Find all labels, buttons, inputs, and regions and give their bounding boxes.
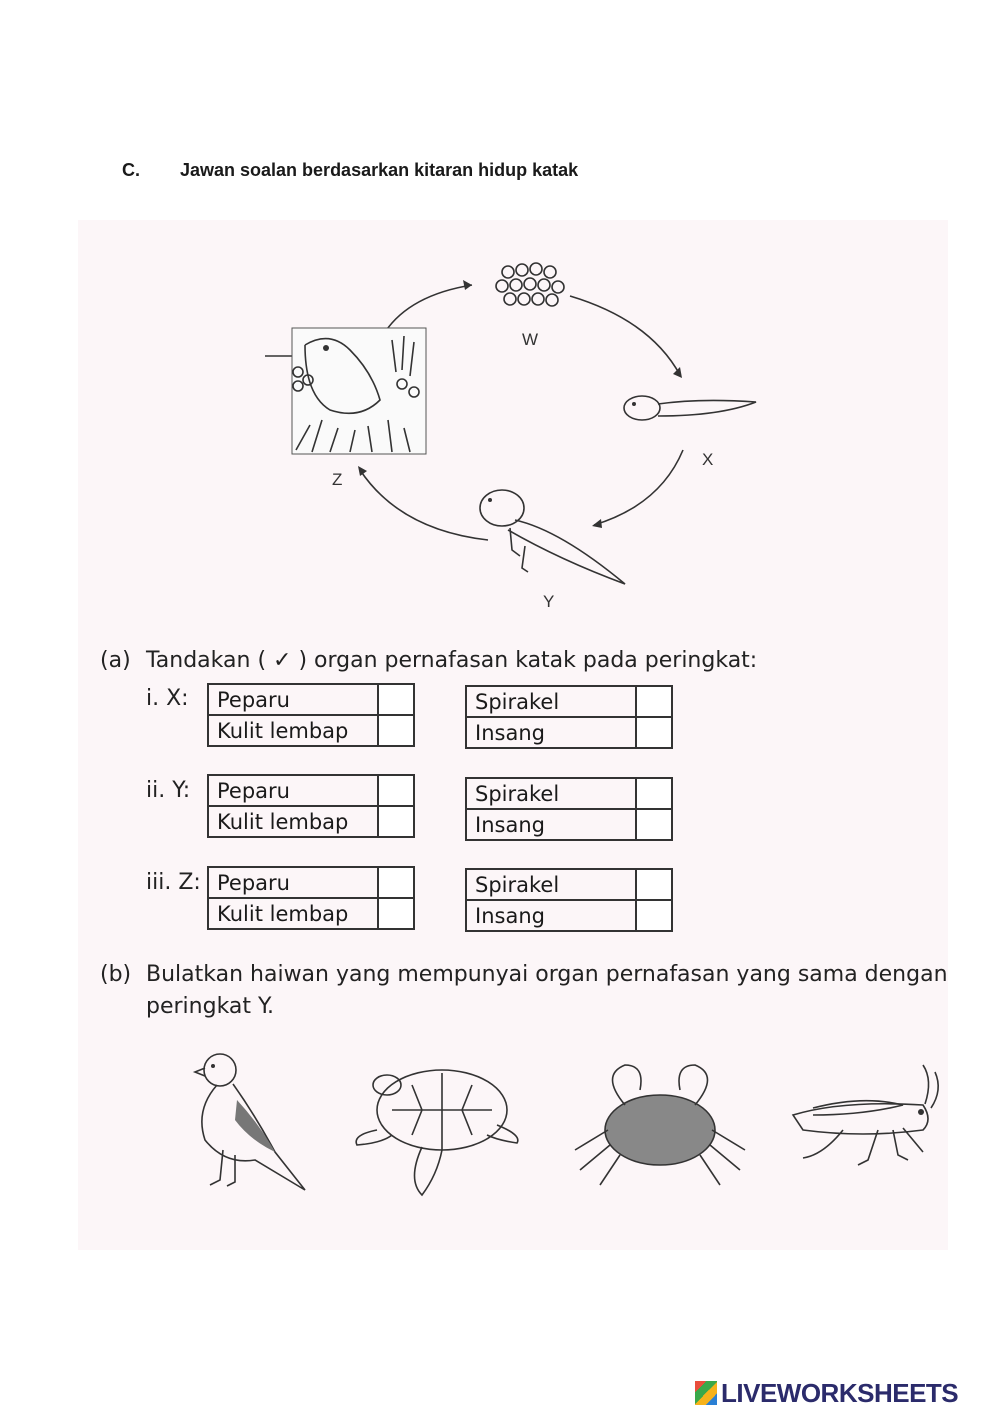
stage-z-label: iii. Z: — [146, 870, 201, 895]
option-row — [466, 809, 672, 840]
option-spirakel: Spirakel — [466, 869, 636, 900]
arrow-head-y — [592, 519, 602, 528]
adult-frog-icon — [292, 328, 426, 454]
option-row — [208, 775, 414, 806]
checkbox-y-peparu[interactable] — [378, 775, 414, 806]
checkbox-z-peparu[interactable] — [378, 867, 414, 898]
arrow-head-w — [463, 280, 472, 290]
question-a-number: (a) — [100, 648, 131, 673]
question-b-line1: Bulatkan haiwan yang mempunyai organ pernafasan yang sama dengan — [146, 962, 948, 987]
checkbox-z-insang[interactable] — [636, 900, 672, 931]
stage-y-label: ii. Y: — [146, 778, 191, 803]
checkbox-y-spirakel[interactable] — [636, 778, 672, 809]
label-y: Y — [543, 592, 555, 611]
option-row — [466, 717, 672, 748]
grasshopper-icon[interactable] — [783, 1060, 943, 1170]
stage-y-left-options — [207, 774, 415, 838]
arrow-head-x — [673, 367, 682, 378]
option-row — [466, 778, 672, 809]
label-x: X — [702, 450, 714, 469]
option-insang: Insang — [466, 809, 636, 840]
checkbox-x-spirakel[interactable] — [636, 686, 672, 717]
section-title: Jawan soalan berdasarkan kitaran hidup katak — [180, 160, 579, 180]
option-row — [208, 715, 414, 746]
checkbox-z-kulit-lembap[interactable] — [378, 898, 414, 929]
arrow-z-to-w — [385, 285, 472, 332]
crab-icon[interactable] — [570, 1055, 750, 1190]
checkbox-z-spirakel[interactable] — [636, 869, 672, 900]
checkbox-x-peparu[interactable] — [378, 684, 414, 715]
liveworksheets-logo — [695, 1378, 958, 1409]
option-spirakel: Spirakel — [466, 686, 636, 717]
bird-icon[interactable] — [165, 1040, 315, 1190]
checkbox-y-insang[interactable] — [636, 809, 672, 840]
option-row — [208, 684, 414, 715]
arrow-y-to-z — [360, 470, 488, 540]
stage-x-right-options — [465, 685, 673, 749]
checkbox-y-kulit-lembap[interactable] — [378, 806, 414, 837]
option-insang: Insang — [466, 900, 636, 931]
logo-text: LIVEWORKSHEETS — [721, 1378, 959, 1408]
turtle-icon[interactable] — [352, 1055, 522, 1200]
arrow-x-to-y — [594, 450, 683, 525]
option-insang: Insang — [466, 717, 636, 748]
arrow-w-to-x — [570, 296, 680, 375]
stage-z-right-options — [465, 868, 673, 932]
frog-eggs-icon — [496, 263, 564, 306]
option-row — [208, 806, 414, 837]
option-row — [208, 898, 414, 929]
tadpole-icon — [624, 396, 756, 420]
label-w: W — [522, 330, 539, 349]
option-peparu: Peparu — [208, 867, 378, 898]
section-number: C. — [122, 160, 140, 180]
stage-x-label: i. X: — [146, 686, 189, 711]
question-b-line2: peringkat Y. — [146, 994, 274, 1019]
option-peparu: Peparu — [208, 775, 378, 806]
question-b-number: (b) — [100, 962, 132, 987]
option-peparu: Peparu — [208, 684, 378, 715]
option-row — [466, 900, 672, 931]
liveworksheets-mark-icon — [695, 1381, 717, 1405]
option-kulit-lembap: Kulit lembap — [208, 806, 378, 837]
stage-y-right-options — [465, 777, 673, 841]
frog-life-cycle-diagram — [0, 0, 1000, 640]
option-spirakel: Spirakel — [466, 778, 636, 809]
option-row — [208, 867, 414, 898]
option-row — [466, 869, 672, 900]
stage-x-left-options — [207, 683, 415, 747]
option-row — [466, 686, 672, 717]
young-frog-with-tail-icon — [480, 490, 625, 584]
checkbox-x-kulit-lembap[interactable] — [378, 715, 414, 746]
option-kulit-lembap: Kulit lembap — [208, 715, 378, 746]
label-z: Z — [332, 470, 343, 489]
option-kulit-lembap: Kulit lembap — [208, 898, 378, 929]
stage-z-left-options — [207, 866, 415, 930]
question-a-text: Tandakan ( ✓ ) organ pernafasan katak pada peringkat: — [146, 648, 758, 673]
checkbox-x-insang[interactable] — [636, 717, 672, 748]
